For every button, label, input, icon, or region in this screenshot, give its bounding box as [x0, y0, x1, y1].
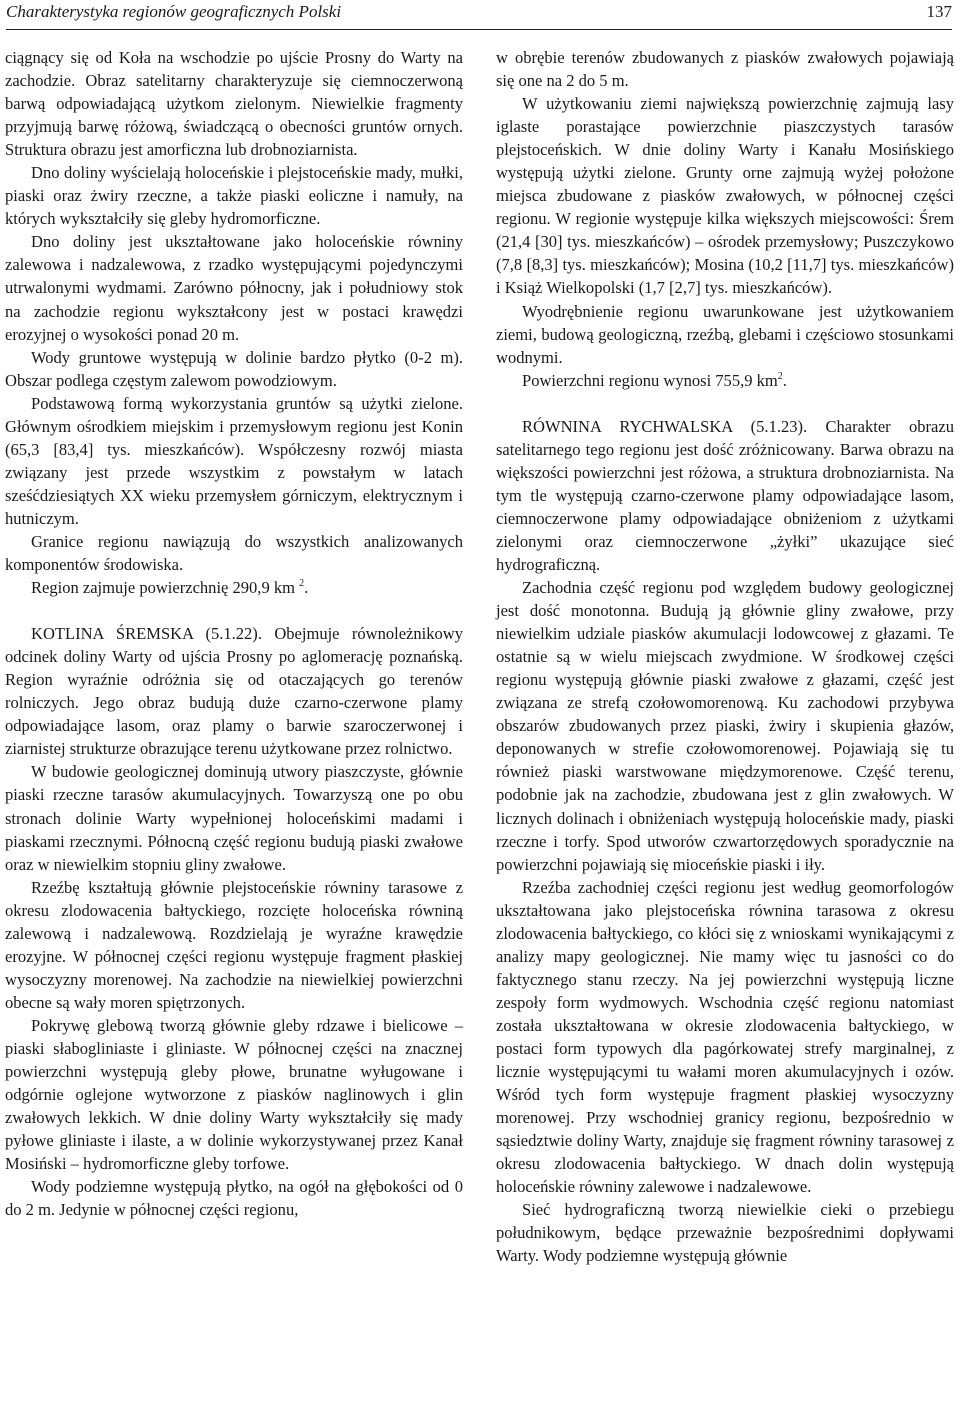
paragraph: Podstawową formą wykorzystania gruntów są użytki zielone. Głównym ośrodkiem miejskim i przemysłowym regionu jest Konin (65,3 [83,4] tys. mieszkańców). Współczesny rozwój miasta związany jest przede wszystkim z powstałym w latach sześćdziesiątych XX wieku przemysłem górniczym, elektrycznym i hutniczym. [5, 393, 463, 528]
paragraph: Wyodrębnienie regionu uwarunkowane jest użytkowaniem ziemi, budową geologiczną, rzeźbą, glebami i częściowo stosunkami wodnymi. [496, 301, 954, 367]
running-title: Charakterystyka regionów geograficznych Polski [6, 2, 342, 21]
paragraph: Wody gruntowe występują w dolinie bardzo płytko (0-2 m). Obszar podlega częstym zalewom powodziowym. [5, 347, 463, 390]
area-end: . [782, 370, 787, 390]
area-paragraph [496, 369, 954, 392]
header-rule [6, 29, 952, 30]
area-superscript: 2 [299, 578, 305, 590]
running-header [6, 0, 952, 26]
paragraph: Zachodnia część regionu pod względem budowy geologicznej jest dość monotonna. Budują ją głównie gliny zwałowe, przy niewielkim udziale piasków akumulacji lodowcowej z głazami. Te ostatnie są w wielu miejscach zwydmione. W środkowej części regionu występują głównie piaski zwałowe z głazami, część jest związana ze strefą czołowomorenową. Ku zachodowi przybywa obszarów zbudowanych przez piaski, żwiry i skupienia głazów, deponowanych w strefie czołowomorenowej. Pojawiają się tu również piaski warstwowane międzymorenowe. Część terenu, podobnie jak na zachodzie, zbudowana jest z glin zwałowych. W licznych dolinach i obniżeniach występują holoceńskie mady, piaski rzeczne i torfy. Spod utworów czwartorzędowych sporadycznie na powierzchni pojawiają się mioceńskie piaski i iły. [496, 578, 954, 874]
paragraph: w obrębie terenów zbudowanych z piasków zwałowych pojawiają się one na 2 do 5 m. [496, 48, 954, 91]
paragraph: Rzeźbę kształtują głównie plejstoceńskie równiny tarasowe z okresu zlodowacenia bałtyckiego, rozcięte holoceńska równiną zalewową i nadzalewową. Rozdzielają je wyraźne krawędzie erozyjne. W północnej części regionu występuje fragment płaskiej wysoczyzny morenowej. Na zachodzie na niewielkiej powierzchni obecne są wały moren spiętrzonych. [5, 877, 463, 1012]
right-column [496, 46, 954, 1267]
paragraph: W użytkowaniu ziemi największą powierzchnię zajmują lasy iglaste porastające powierzchnie piaszczystych tarasów plejstoceńskich. W dnie doliny Warty i Kanału Mosińskiego występują użytki zielone. Grunty orne zajmują wyżej położone miejsca zbudowane z piasków zwałowych, w północnej części regionu. W regionie występuje kilka większych miejscowości: Śrem (21,4 [30] tys. mieszkańców) – ośrodek przemysłowy; Puszczykowo (7,8 [8,3] tys. mieszkańców); Mosina (10,2 [11,7] tys. mieszkańców) i Książ Wielkopolski (1,7 [2,7] tys. mieszkańców). [496, 94, 954, 298]
page-number: 137 [926, 2, 952, 21]
area-superscript: 2 [777, 370, 783, 382]
paragraph: Pokrywę glebową tworzą głównie gleby rdzawe i bielicowe – piaski słabogliniaste i gliniaste. W północnej części na znacznej powierzchni występują gleby płowe, brunatne wyługowane i odgórnie oglejone wytworzone z piasków naglinowych i glin zwałowych lekkich. W dnie doliny Warty wykształciły się mady pyłowe gliniaste i ilaste, a w dolinie wykorzystywanej przez Kanał Mosiński – hydromorficzne gleby torfowe. [5, 1015, 463, 1174]
area-end: . [304, 578, 309, 598]
section-kotlina-sremska: KOTLINA ŚREMSKA (5.1.22). Obejmuje równoleżnikowy odcinek doliny Warty od ujścia Prosny po aglomerację poznańską. Region wyraźnie odróżnia się od otaczających go terenów rolniczych. Jego obraz budują duże czarno-czerwone plamy odpowiadające lasom, oraz plamy o barwie szaroczerwonej i ziarnistej strukturze obrazujące terenu użytkowane przez rolnictwo. [5, 624, 463, 759]
area-text: Region zajmuje powierzchnię 290,9 km [31, 578, 295, 598]
left-column [5, 46, 463, 1221]
paragraph: Rzeźba zachodniej części regionu jest według geomorfologów ukształtowana jako plejstoceńska równina tarasowa z okresu zlodowacenia bałtyckiego, co kłóci się z wnioskami wynikającymi z analizy mapy geologicznej. Nie mamy więc tu jasności co do faktycznego stanu rzeczy. Na jej powierzchni występują liczne zespoły form wydmowych. Wschodnia część regionu natomiast została ukształtowana w okresie zlodowacenia bałtyckiego, w postaci form typowych dla pagórkowatej strefy marginalnej, z licznie występującymi tu wałami moren akumulacyjnych i ozów. Wśród tych form występuje fragment płaskiej wysoczyzny morenowej. Przy wschodniej granicy regionu, bezpośrednio w sąsiedztwie doliny Warty, znajduje się fragment równiny tarasowej z okresu zlodowacenia bałtyckiego. W dnach dolin występują holoceńskie równiny zalewowe i nadzalewowe. [496, 877, 954, 1197]
paragraph: Sieć hydrograficzną tworzą niewielkie cieki o przebiegu południkowym, będące przeważnie bezpośrednimi dopływami Warty. Wody podziemne występują głównie [496, 1200, 954, 1266]
paragraph: Granice regionu nawiązują do wszystkich analizowanych komponentów środowiska. [5, 531, 463, 575]
paragraph: Wody podziemne występują płytko, na ogół na głębokości od 0 do 2 m. Jedynie w północnej części regionu, [5, 1177, 463, 1220]
paragraph: W budowie geologicznej dominują utwory piaszczyste, głównie piaski rzeczne tarasów akumulacyjnych. Towarzyszą one po obu stronach dolinie Warty wypełnionej holoceńskimi madami i piaskami rzecznymi. Północną część regionu budują piaski zwałowe oraz w niewielkim stopniu gliny zwałowe. [5, 762, 463, 874]
paragraph: Dno doliny jest ukształtowane jako holoceńskie równiny zalewowa i nadzalewowa, z rzadko występującymi pojedynczymi utrwalonymi wydmami. Zarówno północny, jak i południowy stok na zachodzie regionu wykształcony jest w postaci krawędzi erozyjnej o wysokości ponad 20 m. [5, 232, 463, 344]
paragraph: ciągnący się od Koła na wschodzie po ujście Prosny do Warty na zachodzie. Obraz satelitarny charakteryzuje się ciemnoczerwoną barwą odpowiadającą użytkom zielonym. Niewielkie fragmenty przyjmują barwę różową, świadczącą o obecności gruntów ornych. Struktura obrazu jest amorficzna lub drobnoziarnista. [5, 48, 463, 160]
area-text: Powierzchni regionu wynosi 755,9 km [522, 370, 778, 390]
paragraph: Dno doliny wyścielają holoceńskie i plejstoceńskie mady, mułki, piaski oraz żwiry rzeczne, a także piaski eoliczne i namuły, na których wykształciły się gleby hydromorficzne. [5, 163, 463, 229]
section-rownina-rychwalska: RÓWNINA RYCHWALSKA (5.1.23). Charakter obrazu satelitarnego tego regionu jest dość zróżnicowany. Barwa obrazu na większości powierzchni jest różowa, a struktura drobnoziarnista. Na tym tle występują czarno-czerwone plamy odpowiadające lasom, ciemnoczerwone plamy odpowiadające obniżeniom z użytkami zielonymi oraz ciemnoczerwone „żyłki” ukazujące sieć hydrograficzną. [496, 416, 954, 574]
area-paragraph [5, 576, 463, 599]
